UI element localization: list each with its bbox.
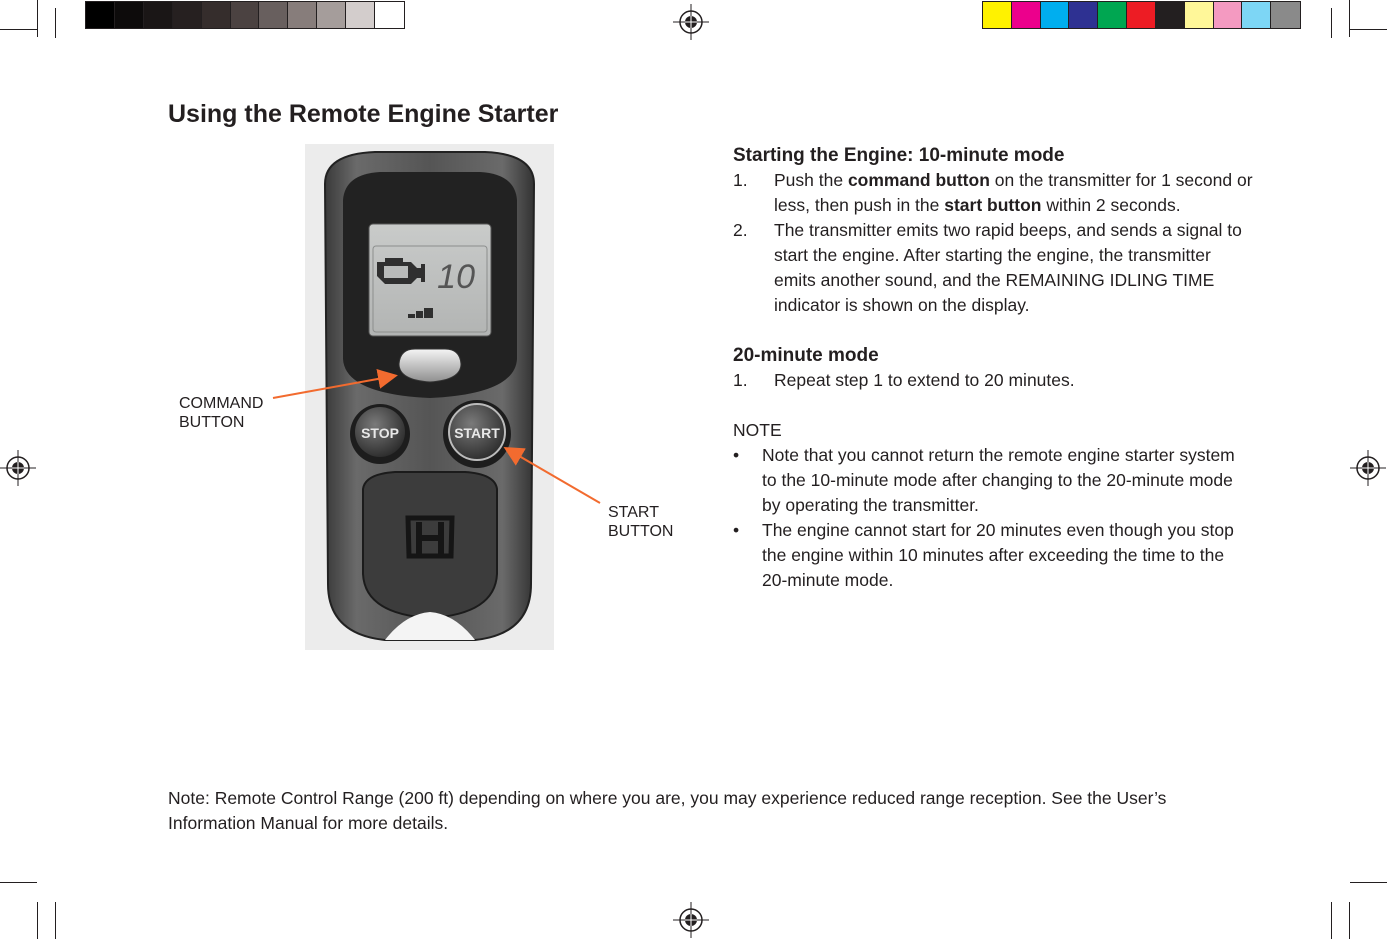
command-button-callout: COMMAND BUTTON: [179, 395, 264, 431]
gray-calibration-bar: [85, 1, 405, 29]
color-swatch: [1156, 2, 1185, 28]
color-swatch: [1271, 2, 1300, 28]
color-swatch: [983, 2, 1012, 28]
list-item: 2. The transmitter emits two rapid beeps, and sends a signal to start the engine. After starting the engine, the transmitter emits another sound, and the REMAINING IDLING TIME indicator is shown on the display.: [733, 220, 1242, 315]
color-swatch: [231, 2, 260, 28]
color-swatch: [1214, 2, 1243, 28]
color-calibration-bar: [982, 1, 1301, 29]
command-button: [399, 349, 461, 382]
list-item: 1. Push the command button on the transmitter for 1 second or less, then push in the start button within 2 seconds.: [733, 170, 1253, 215]
page-title: Using the Remote Engine Starter: [168, 100, 559, 128]
svg-text:STOP: STOP: [361, 425, 399, 441]
start-button-callout: START BUTTON: [608, 504, 674, 540]
color-swatch: [86, 2, 115, 28]
color-swatch: [144, 2, 173, 28]
registration-mark-right-icon: [1350, 450, 1386, 486]
list-item: • Note that you cannot return the remote engine starter system to the 10-minute mode after changing to the 20-minute mode by operating the transmitter.: [733, 445, 1235, 515]
display-number: 10: [437, 258, 475, 296]
registration-mark-left-icon: [0, 450, 36, 486]
list-item: • The engine cannot start for 20 minutes even though you stop the engine within 10 minutes after exceeding the time to the 20-minute mode.: [733, 520, 1234, 590]
color-swatch: [288, 2, 317, 28]
section-heading: Starting the Engine: 10-minute mode: [733, 145, 1065, 166]
color-swatch: [173, 2, 202, 28]
registration-mark-top-icon: [673, 4, 709, 40]
color-swatch: [202, 2, 231, 28]
color-swatch: [1242, 2, 1271, 28]
svg-text:START: START: [454, 425, 500, 441]
section-heading: 20-minute mode: [733, 345, 879, 366]
color-swatch: [1041, 2, 1070, 28]
color-swatch: [1185, 2, 1214, 28]
color-swatch: [1098, 2, 1127, 28]
color-swatch: [259, 2, 288, 28]
color-swatch: [115, 2, 144, 28]
list-item: 1. Repeat step 1 to extend to 20 minutes.: [733, 370, 1075, 390]
registration-mark-bottom-icon: [673, 902, 709, 938]
color-swatch: [375, 2, 404, 28]
color-swatch: [346, 2, 375, 28]
footer-note: Note: Remote Control Range (200 ft) depending on where you are, you may experience reduced range reception. See the User’s Information Manual for more details.: [168, 788, 1167, 833]
instructions: [733, 143, 1253, 593]
color-swatch: [1069, 2, 1098, 28]
color-swatch: [317, 2, 346, 28]
note-heading: NOTE: [733, 420, 782, 440]
key-fob-image: [305, 144, 554, 650]
color-swatch: [1127, 2, 1156, 28]
color-swatch: [1012, 2, 1041, 28]
